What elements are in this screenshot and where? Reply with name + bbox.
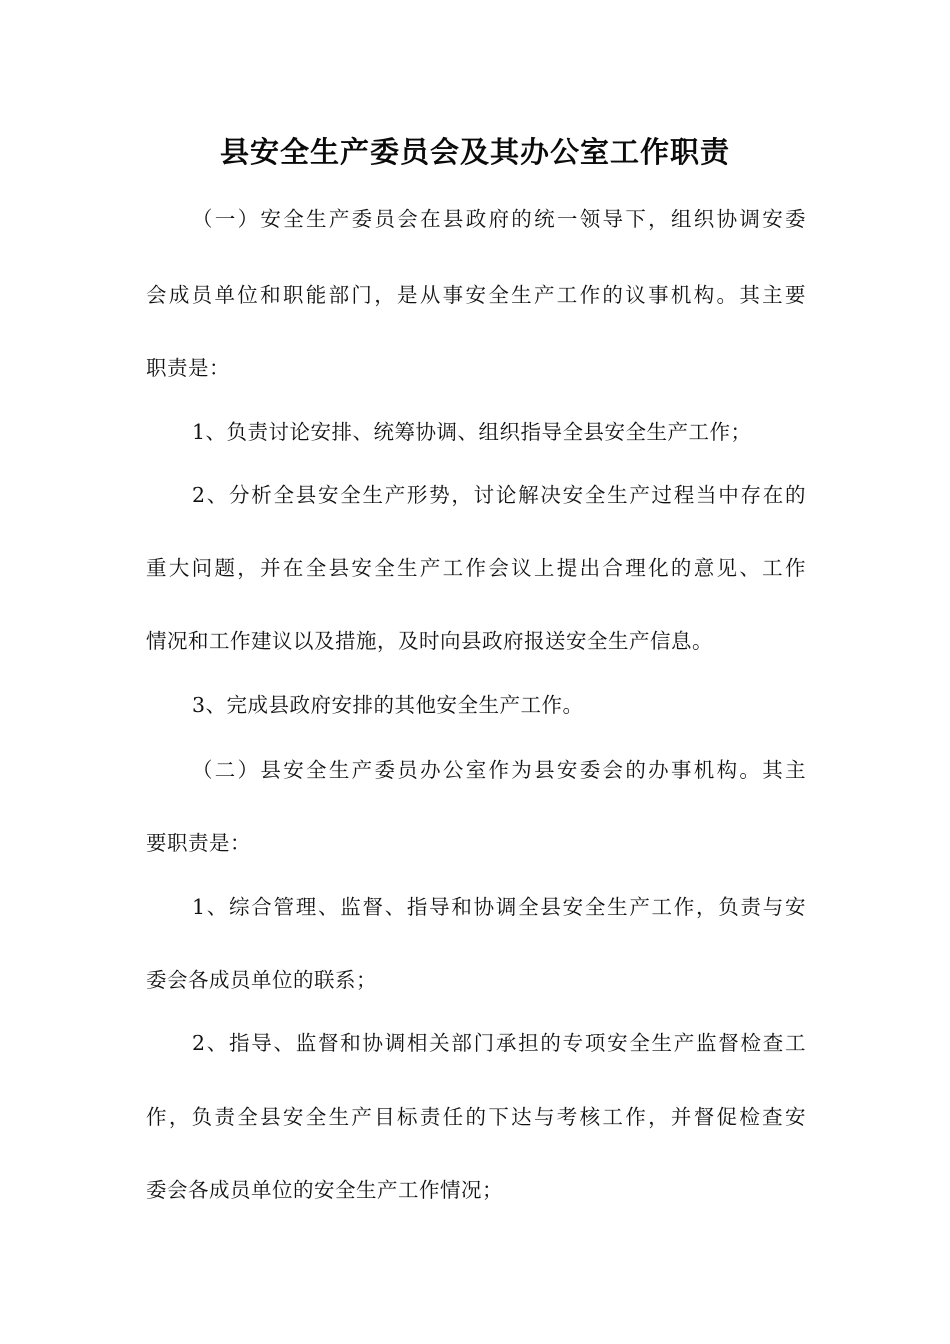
paragraph-line: 会成员单位和职能部门，是从事安全生产工作的议事机构。其主要 [146,283,806,307]
paragraph-line: 职责是： [146,356,230,380]
paragraph-line: 委会各成员单位的联系； [146,968,377,992]
paragraph-line: 2、指导、监督和协调相关部门承担的专项安全生产监督检查工 [192,1031,806,1055]
paragraph-line: （一）安全生产委员会在县政府的统一领导下，组织协调安委 [192,207,806,231]
paragraph-line: 1、综合管理、监督、指导和协调全县安全生产工作，负责与安 [192,895,806,919]
paragraph-line: 委会各成员单位的安全生产工作情况； [146,1178,503,1202]
paragraph-line: 情况和工作建议以及措施，及时向县政府报送安全生产信息。 [146,629,713,653]
paragraph-line: 重大问题，并在全县安全生产工作会议上提出合理化的意见、工作 [146,556,806,580]
paragraph-line: 要职责是： [146,831,251,855]
paragraph-line: （二）县安全生产委员办公室作为县安委会的办事机构。其主 [192,758,806,782]
paragraph-line: 3、完成县政府安排的其他安全生产工作。 [192,693,584,717]
paragraph-line: 2、分析全县安全生产形势，讨论解决安全生产过程当中存在的 [192,483,806,507]
paragraph-line: 1、负责讨论安排、统筹协调、组织指导全县安全生产工作； [192,420,752,444]
paragraph-line: 作，负责全县安全生产目标责任的下达与考核工作，并督促检查安 [146,1105,806,1129]
document-title: 县安全生产委员会及其办公室工作职责 [219,135,730,169]
